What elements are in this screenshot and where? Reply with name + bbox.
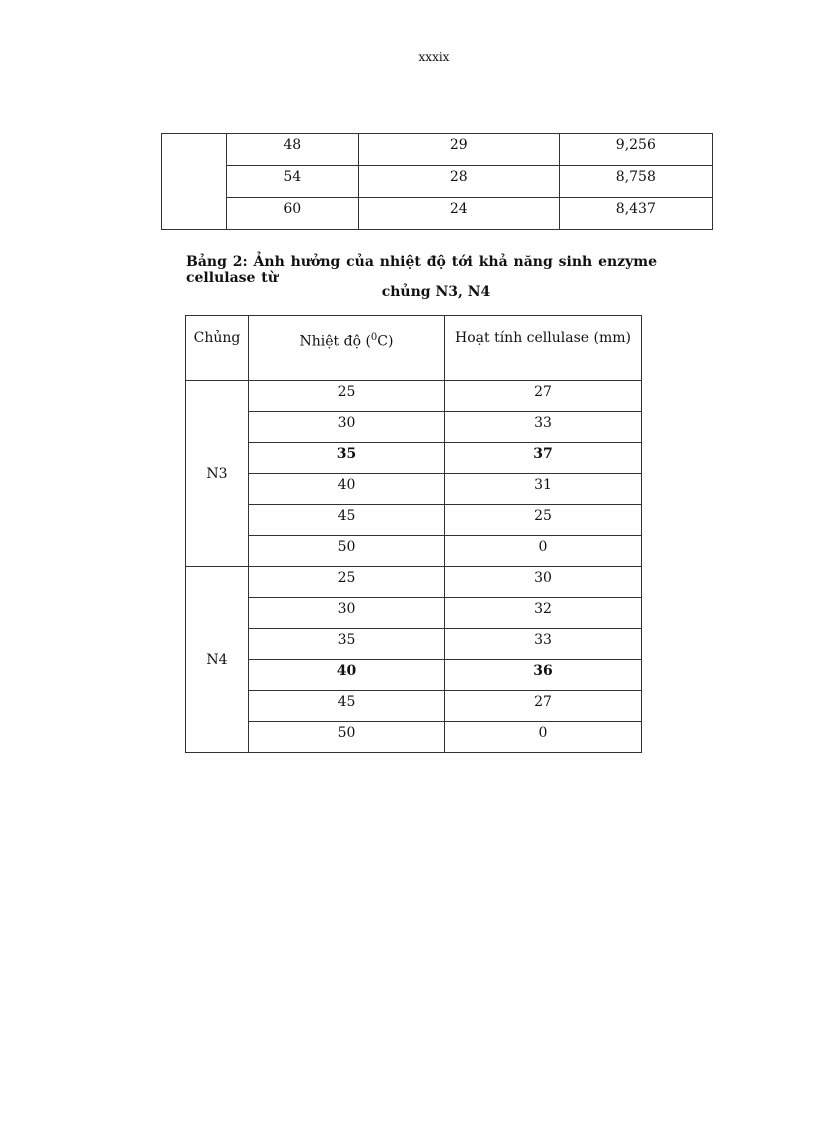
table-row-optimum	[186, 660, 642, 691]
header-strain: Chủng	[186, 316, 249, 381]
table-cell: 29	[358, 134, 559, 166]
temp-cell-optimum: 35	[249, 443, 445, 474]
table-cell: 24	[358, 198, 559, 230]
activity-cell: 33	[445, 629, 642, 660]
table-cell: 9,256	[559, 134, 712, 166]
temp-cell: 45	[249, 691, 445, 722]
table1-continuation	[161, 133, 713, 230]
activity-cell: 25	[445, 505, 642, 536]
activity-cell: 33	[445, 412, 642, 443]
temp-cell: 45	[249, 505, 445, 536]
table2-caption-line2: chủng N3, N4	[381, 284, 491, 300]
activity-cell: 30	[445, 567, 642, 598]
header-temperature	[249, 316, 445, 381]
table-row	[186, 536, 642, 567]
temp-cell: 40	[249, 474, 445, 505]
table-row	[186, 722, 642, 753]
table-cell: 8,437	[559, 198, 712, 230]
header-temperature-prefix: Nhiệt độ (	[299, 333, 371, 350]
table-row	[186, 629, 642, 660]
table-row	[186, 505, 642, 536]
strain-cell-n4: N4	[186, 567, 249, 753]
activity-cell-optimum: 36	[445, 660, 642, 691]
page-number: xxxix	[418, 50, 450, 64]
temp-cell: 50	[249, 722, 445, 753]
activity-cell: 31	[445, 474, 642, 505]
table-row	[162, 134, 713, 166]
header-activity: Hoạt tính cellulase (mm)	[445, 316, 642, 381]
temp-cell: 30	[249, 598, 445, 629]
table2-caption-line1: Bảng 2: Ảnh hưởng của nhiệt độ tới khả năng sinh enzyme cellulase từ	[186, 254, 657, 286]
table-header-row	[186, 316, 642, 381]
table1-empty-group-cell	[162, 134, 227, 230]
temp-cell: 25	[249, 381, 445, 412]
table-row	[186, 567, 642, 598]
table-row	[186, 381, 642, 412]
activity-cell: 27	[445, 381, 642, 412]
table-row	[186, 598, 642, 629]
temp-cell: 35	[249, 629, 445, 660]
table-row	[162, 198, 713, 230]
temp-cell-optimum: 40	[249, 660, 445, 691]
table2-temperature-effect	[185, 315, 642, 753]
strain-cell-n3: N3	[186, 381, 249, 567]
temp-cell: 25	[249, 567, 445, 598]
table-cell: 60	[226, 198, 358, 230]
table-row	[186, 412, 642, 443]
activity-cell: 32	[445, 598, 642, 629]
activity-cell: 27	[445, 691, 642, 722]
temp-cell: 50	[249, 536, 445, 567]
activity-cell: 0	[445, 536, 642, 567]
degree-superscript: 0	[370, 332, 378, 343]
table-cell: 54	[226, 166, 358, 198]
table-cell: 8,758	[559, 166, 712, 198]
activity-cell: 0	[445, 722, 642, 753]
table-row-optimum	[186, 443, 642, 474]
temp-cell: 30	[249, 412, 445, 443]
table-cell: 28	[358, 166, 559, 198]
table-row	[162, 166, 713, 198]
header-temperature-suffix: C)	[377, 333, 394, 350]
table-row	[186, 691, 642, 722]
table-row	[186, 474, 642, 505]
table-cell: 48	[226, 134, 358, 166]
activity-cell-optimum: 37	[445, 443, 642, 474]
